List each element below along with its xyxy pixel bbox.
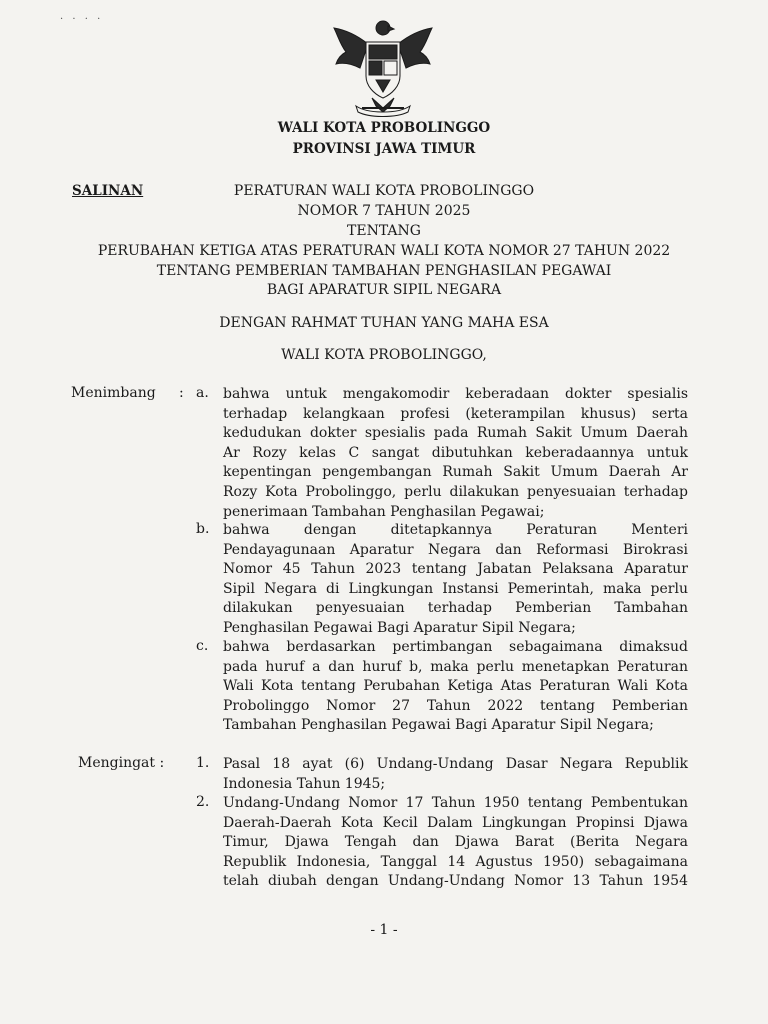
- title-line-2: NOMOR 7 TAHUN 2025: [297, 203, 471, 219]
- text-line: Pendayagunaan Aparatur Negara dan Reformasi Birokrasi: [223, 541, 688, 558]
- text-line: Republik Indonesia, Tanggal 14 Agustus 1950) sebagaimana: [223, 853, 688, 870]
- title-line-1: PERATURAN WALI KOTA PROBOLINGGO: [233, 183, 535, 199]
- text-line: Tambahan Penghasilan Pegawai Bagi Aparatur Sipil Negara;: [223, 717, 654, 734]
- header-line-2: PROVINSI JAWA TIMUR: [292, 141, 476, 157]
- text-line: terhadap kelangkaan profesi (keterampilan khusus) serta: [223, 405, 688, 422]
- mengingat-item-1-marker: 1.: [196, 755, 210, 771]
- page-number: - 1 -: [370, 922, 398, 938]
- title-line-4: PERUBAHAN KETIGA ATAS PERATURAN WALI KOTA NOMOR 27 TAHUN 2022: [97, 243, 671, 259]
- text-line: telah diubah dengan Undang-Undang Nomor 13 Tahun 1954: [223, 873, 688, 890]
- text-line: pada huruf a dan huruf b, maka perlu menetapkan Peraturan: [223, 658, 688, 675]
- mengingat-item-2-marker: 2.: [196, 794, 210, 810]
- menimbang-item-a-marker: a.: [196, 385, 209, 401]
- menimbang-item-b: [223, 521, 688, 639]
- text-line: Ar Rozy kelas C sangat dibutuhkan keberadaannya untuk: [223, 444, 688, 461]
- header-line-1: WALI KOTA PROBOLINGGO: [277, 120, 491, 136]
- menimbang-label: Menimbang: [71, 385, 156, 401]
- title-line-6: BAGI APARATUR SIPIL NEGARA: [266, 282, 502, 298]
- menimbang-item-c-marker: c.: [196, 638, 209, 654]
- text-line: bahwa untuk mengakomodir keberadaan dokter spesialis: [223, 386, 688, 402]
- text-line: dilakukan penyesuaian terhadap Pemberian Tambahan: [223, 600, 688, 617]
- invocation: DENGAN RAHMAT TUHAN YANG MAHA ESA: [219, 315, 549, 331]
- authority: WALI KOTA PROBOLINGGO,: [281, 347, 487, 363]
- mengingat-item-2: [223, 794, 688, 892]
- scan-speckle: · · · ·: [60, 14, 104, 25]
- text-line: Pasal 18 ayat (6) Undang-Undang Dasar Negara Republik: [223, 756, 688, 772]
- mengingat-item-1: [223, 755, 688, 794]
- mengingat-label: Mengingat :: [78, 755, 165, 771]
- text-line: penerimaan Tambahan Penghasilan Pegawai;: [223, 503, 545, 520]
- text-line: bahwa dengan ditetapkannya Peraturan Menteri: [223, 522, 688, 538]
- text-line: Timur, Djawa Tengah dan Djawa Barat (Berita Negara: [223, 834, 688, 851]
- text-line: bahwa berdasarkan pertimbangan sebagaimana dimaksud: [223, 639, 688, 655]
- copy-mark: SALINAN: [72, 183, 144, 199]
- text-line: Nomor 45 Tahun 2023 tentang Jabatan Pelaksana Aparatur: [223, 561, 688, 578]
- text-line: Probolinggo Nomor 27 Tahun 2022 tentang Pemberian: [223, 697, 688, 714]
- text-line: Sipil Negara di Lingkungan Instansi Pemerintah, maka perlu: [223, 580, 688, 597]
- text-line: kedudukan dokter spesialis pada Rumah Sakit Umum Daerah: [223, 425, 688, 442]
- title-line-3: TENTANG: [347, 223, 421, 239]
- garuda-emblem-icon: [328, 14, 438, 118]
- text-line: Indonesia Tahun 1945;: [223, 775, 386, 792]
- text-line: Rozy Kota Probolinggo, perlu dilakukan penyesuaian terhadap: [223, 483, 688, 500]
- text-line: Wali Kota tentang Perubahan Ketiga Atas Peraturan Wali Kota: [223, 678, 688, 695]
- title-line-5: TENTANG PEMBERIAN TAMBAHAN PENGHASILAN PEGAWAI: [156, 263, 612, 279]
- text-line: kepentingan pengembangan Rumah Sakit Umum Daerah Ar: [223, 464, 688, 481]
- menimbang-item-c: [223, 638, 688, 736]
- text-line: Penghasilan Pegawai Bagi Aparatur Sipil Negara;: [223, 619, 576, 636]
- menimbang-item-a: [223, 385, 688, 522]
- text-line: Daerah-Daerah Kota Kecil Dalam Lingkungan Propinsi Djawa: [223, 814, 688, 831]
- menimbang-item-b-marker: b.: [196, 521, 210, 537]
- menimbang-colon: :: [179, 385, 184, 401]
- text-line: Undang-Undang Nomor 17 Tahun 1950 tentang Pembentukan: [223, 795, 688, 811]
